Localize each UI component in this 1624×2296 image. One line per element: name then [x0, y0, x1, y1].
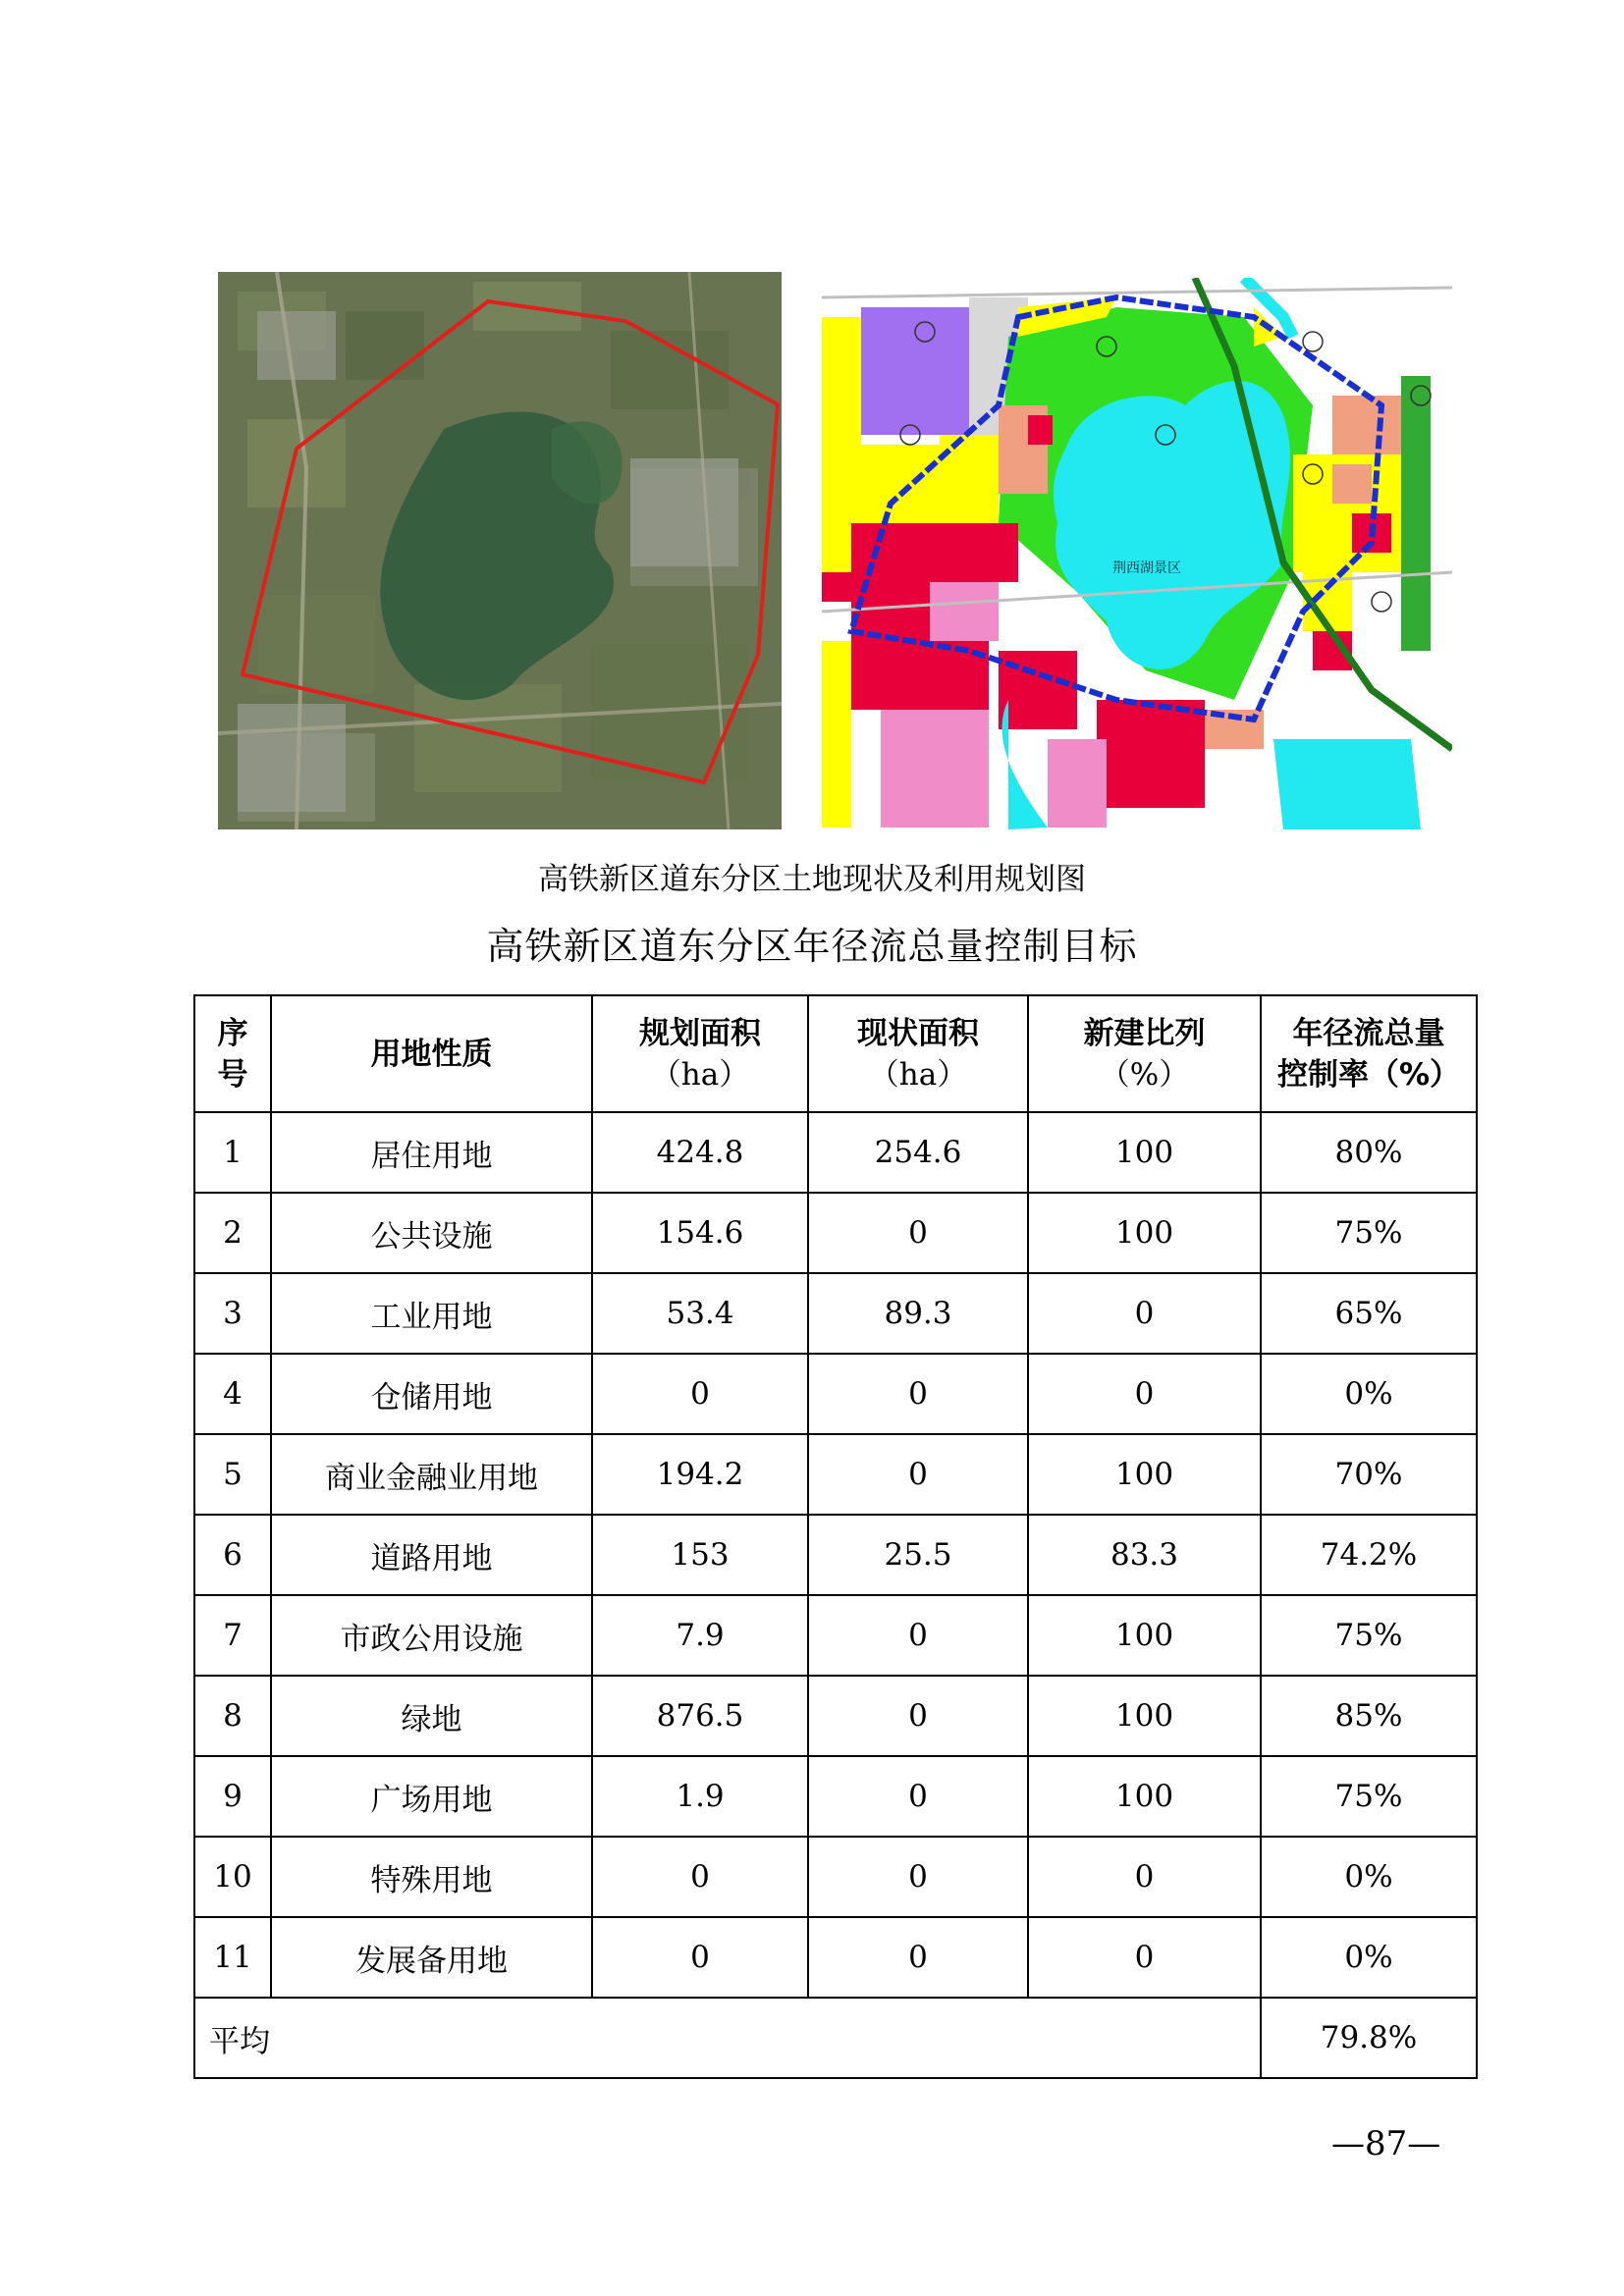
cell-no: 10 — [194, 1837, 271, 1917]
cell-planned: 1.9 — [592, 1756, 808, 1837]
cell-current: 0 — [808, 1676, 1028, 1756]
table-row — [194, 1273, 1477, 1354]
cell-current: 0 — [808, 1595, 1028, 1676]
lake-area-label: 荆西湖景区 — [1112, 561, 1181, 576]
table-header-row — [194, 995, 1477, 1112]
header-ratio-line2: （%） — [1099, 1056, 1190, 1093]
header-control-line2: 控制率（%） — [1276, 1056, 1461, 1093]
cell-land-use: 商业金融业用地 — [271, 1434, 592, 1515]
cell-planned: 154.6 — [592, 1193, 808, 1273]
cell-current: 89.3 — [808, 1273, 1028, 1354]
cell-control: 75% — [1261, 1756, 1477, 1837]
table-title: 高铁新区道东分区年径流总量控制目标 — [486, 925, 1138, 968]
cell-land-use: 居住用地 — [271, 1112, 592, 1193]
cell-ratio: 100 — [1028, 1112, 1261, 1193]
table-row — [194, 1595, 1477, 1676]
cell-no: 4 — [194, 1354, 271, 1434]
header-planned-line1: 规划面积 — [639, 1015, 761, 1051]
cell-ratio: 100 — [1028, 1193, 1261, 1273]
cell-no: 5 — [194, 1434, 271, 1515]
cell-planned: 7.9 — [592, 1595, 808, 1676]
cell-planned: 0 — [592, 1917, 808, 1998]
cell-no: 2 — [194, 1193, 271, 1273]
land-use-plan-map — [822, 278, 1452, 829]
cell-planned: 53.4 — [592, 1273, 808, 1354]
header-land-use: 用地性质 — [271, 995, 592, 1112]
cell-control: 65% — [1261, 1273, 1477, 1354]
cell-land-use: 道路用地 — [271, 1515, 592, 1595]
average-control: 79.8% — [1261, 1998, 1477, 2078]
cell-control: 0% — [1261, 1837, 1477, 1917]
cell-land-use: 发展备用地 — [271, 1917, 592, 1998]
cell-no: 1 — [194, 1112, 271, 1193]
header-current-area — [808, 995, 1028, 1112]
cell-land-use: 工业用地 — [271, 1273, 592, 1354]
cell-no: 6 — [194, 1515, 271, 1595]
average-label: 平均 — [194, 1998, 1261, 2078]
cell-ratio: 0 — [1028, 1837, 1261, 1917]
header-control-rate — [1261, 995, 1477, 1112]
cell-ratio: 100 — [1028, 1434, 1261, 1515]
table-row — [194, 1837, 1477, 1917]
cell-control: 0% — [1261, 1354, 1477, 1434]
cell-current: 0 — [808, 1434, 1028, 1515]
page-number: —87— — [1331, 2124, 1441, 2163]
cell-ratio: 83.3 — [1028, 1515, 1261, 1595]
cell-current: 0 — [808, 1354, 1028, 1434]
cell-ratio: 0 — [1028, 1273, 1261, 1354]
cell-control: 80% — [1261, 1112, 1477, 1193]
cell-land-use: 仓储用地 — [271, 1354, 592, 1434]
cell-planned: 153 — [592, 1515, 808, 1595]
table-row — [194, 1112, 1477, 1193]
header-ratio-line1: 新建比列 — [1083, 1015, 1206, 1051]
cell-no: 3 — [194, 1273, 271, 1354]
cell-no: 9 — [194, 1756, 271, 1837]
cell-control: 85% — [1261, 1676, 1477, 1756]
table-row — [194, 1354, 1477, 1434]
cell-control: 70% — [1261, 1434, 1477, 1515]
runoff-control-table — [193, 994, 1478, 2079]
table-average-row — [194, 1998, 1477, 2078]
cell-planned: 194.2 — [592, 1434, 808, 1515]
satellite-image-graphic — [218, 272, 782, 829]
cell-land-use: 公共设施 — [271, 1193, 592, 1273]
land-use-plan-graphic — [822, 278, 1452, 829]
header-seq-line1: 序 — [217, 1015, 248, 1051]
cell-control: 74.2% — [1261, 1515, 1477, 1595]
header-current-line1: 现状面积 — [857, 1015, 979, 1051]
cell-planned: 876.5 — [592, 1676, 808, 1756]
cell-land-use: 市政公用设施 — [271, 1595, 592, 1676]
cell-control: 0% — [1261, 1917, 1477, 1998]
figure-caption: 高铁新区道东分区土地现状及利用规划图 — [538, 862, 1086, 897]
cell-no: 7 — [194, 1595, 271, 1676]
cell-no: 8 — [194, 1676, 271, 1756]
cell-no: 11 — [194, 1917, 271, 1998]
header-planned-line2: （ha） — [650, 1056, 750, 1093]
table-row — [194, 1193, 1477, 1273]
cell-current: 0 — [808, 1193, 1028, 1273]
cell-control: 75% — [1261, 1595, 1477, 1676]
cell-current: 254.6 — [808, 1112, 1028, 1193]
cell-current: 0 — [808, 1917, 1028, 1998]
cell-control: 75% — [1261, 1193, 1477, 1273]
header-planned-area — [592, 995, 808, 1112]
cell-land-use: 特殊用地 — [271, 1837, 592, 1917]
header-seq — [194, 995, 271, 1112]
cell-current: 0 — [808, 1756, 1028, 1837]
cell-land-use: 绿地 — [271, 1676, 592, 1756]
table-row — [194, 1676, 1477, 1756]
cell-ratio: 100 — [1028, 1676, 1261, 1756]
cell-ratio: 0 — [1028, 1917, 1261, 1998]
cell-ratio: 0 — [1028, 1354, 1261, 1434]
header-control-line1: 年径流总量 — [1292, 1015, 1445, 1051]
satellite-image — [218, 272, 782, 829]
cell-planned: 0 — [592, 1354, 808, 1434]
header-seq-line2: 号 — [217, 1056, 248, 1093]
cell-planned: 424.8 — [592, 1112, 808, 1193]
cell-ratio: 100 — [1028, 1595, 1261, 1676]
cell-ratio: 100 — [1028, 1756, 1261, 1837]
header-new-ratio — [1028, 995, 1261, 1112]
table-row — [194, 1917, 1477, 1998]
header-current-line2: （ha） — [868, 1056, 968, 1093]
cell-current: 25.5 — [808, 1515, 1028, 1595]
table-row — [194, 1515, 1477, 1595]
cell-land-use: 广场用地 — [271, 1756, 592, 1837]
table-row — [194, 1756, 1477, 1837]
table-row — [194, 1434, 1477, 1515]
cell-planned: 0 — [592, 1837, 808, 1917]
cell-current: 0 — [808, 1837, 1028, 1917]
